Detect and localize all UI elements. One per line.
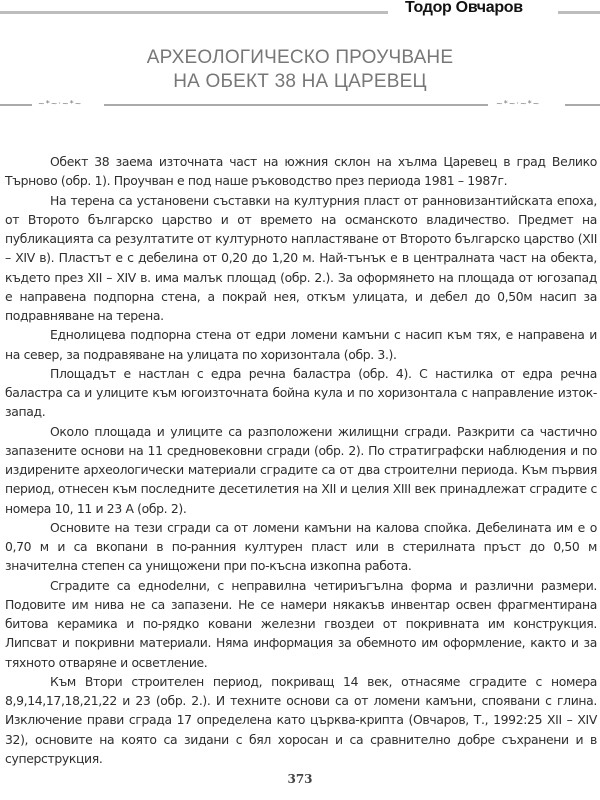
paragraph: Към Втори строителен период, покриващ 14 век, отнасяме сградите с номера 8,9,14,17,18,21,22 и 23 (обр. 2.). И техните основи са от ломени камъни, споявани с глина. Изключение прави сграда 17 определена като църква-крипта (Овчаров, Т., 1992:25 XII – XIV 32), основите на която са зидани с бял хоросан и са сравнително добре съхранени и в суперструкция. bbox=[5, 673, 597, 766]
ornament-right-icon: ~*~·~*~ bbox=[496, 99, 541, 108]
paragraph: Около площада и улиците са разположени жилищни сгради. Разкрити са частично запазените основи на 11 средновековни сгради (обр. 2). По стратиграфски наблюдения и по издирените археологически материали сградите са от два строителни периода. Към първия период, отнесен към последните десетилетия на XII и целия XIII век принадлежат сградите с номера 10, 11 и 23 А (обр. 2). bbox=[5, 423, 597, 516]
page-number: 373 bbox=[287, 772, 313, 786]
separator-line-center bbox=[104, 104, 488, 106]
header-rule-right bbox=[558, 11, 600, 14]
paragraph: Площадът е настлан с едра речна баластра (обр. 4). С настилка от едра речна баластра са и улиците към югоизточната бойна кула и по хоризонтала с направление изток-запад. bbox=[5, 365, 597, 420]
article-title-line-2: НА ОБЕКТ 38 НА ЦАРЕВЕЦ bbox=[173, 71, 427, 92]
article-body bbox=[5, 152, 597, 768]
header-rule-left bbox=[0, 11, 388, 14]
paragraph: Сградите са еднodелни, с неправилна четириъгълна форма и различни размери. Подовите им нива не са запазени. Не се намери някакъв инвентар освен фрагментирана битова керамика и по-рядко ковани железни гвоздеи от покривната им конструкция. Липсват и покривни материали. Няма информация за обемното им оформление, както и за тяхното отваряне и осветление. bbox=[5, 577, 597, 670]
ornament-left-icon: ~*~·~*~ bbox=[38, 99, 83, 108]
article-title-line-1: АРХЕОЛОГИЧЕСКО ПРОУЧВАНЕ bbox=[146, 47, 454, 68]
paragraph: Еднолицева подпорна стена от едри ломени камъни с насип към тях, е направена и на север, за подравяване на улицата по хоризонтала (обр. 3.). bbox=[5, 327, 597, 362]
paragraph: Основите на тези сгради са от ломени камъни на калова спойка. Дебелината им е о 0,70 м и са вкопани в по-ранния културен пласт или в стерилната пръст до 0,50 м значителна степен са унищожени при по-късна изкопна работа. bbox=[5, 519, 597, 574]
separator-line-left-short bbox=[0, 104, 32, 106]
separator-line-right-short bbox=[565, 104, 600, 106]
running-header-author: Тодор Овчаров bbox=[405, 0, 523, 16]
paragraph: Обект 38 заема източната част на южния склон на хълма Царевец в град Велико Търново (обр. 1). Проучван е под наше ръководство през периода 1981 – 1987г. bbox=[5, 154, 597, 189]
paragraph: На терена са установени съставки на културния пласт от ранновизантийската епоха, от Второто българско царство и от времето на османското владичество. Предмет на публикацията са резултатите от културното напластяване от Второто българско царство (XII – XIV в). Пластът е с дебелина от 0,20 до 1,20 м. Най-тънък е в централната част на обекта, където през XII – XIV в. има малък площад (обр. 2.). За оформянето на площада от югозапад е направена подпорна стена, а покрай нея, откъм улицата, и дебел до 0,50м насип за подравняване на терена. bbox=[5, 192, 597, 323]
